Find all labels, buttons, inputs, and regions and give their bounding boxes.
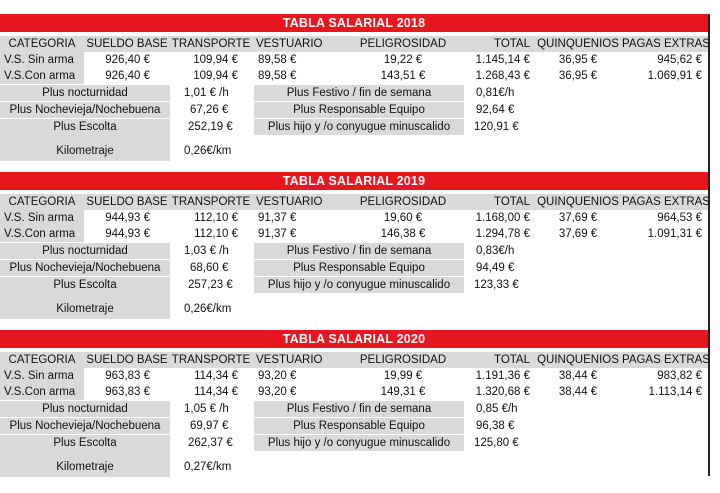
salary-sheet	[0, 14, 710, 476]
table-title: TABLA SALARIAL 2019	[0, 172, 708, 190]
row-pagas: 945,62 €	[657, 54, 702, 66]
table-row	[0, 210, 708, 226]
row-transporte: 109,94 €	[193, 54, 238, 66]
row-vestuario: 89,58 €	[258, 54, 297, 66]
plus-nocturnidad-value: 1,01 € /h	[184, 87, 229, 99]
plus-festivo-label: Plus Festivo / fin de semana	[254, 243, 464, 259]
plus-festivo-value: 0,85 €/h	[476, 403, 518, 415]
plus-row	[0, 301, 708, 317]
row-categoria: V.S. Sin arma	[0, 210, 84, 226]
row-vestuario: 93,20 €	[258, 386, 297, 398]
plus-escolta-value: 257,23 €	[188, 279, 233, 291]
kilometraje-label: Kilometraje	[56, 461, 114, 473]
plus-hijo-value: 123,33 €	[474, 279, 519, 291]
plus-responsable-value: 96,38 €	[476, 420, 515, 432]
row-total: 1.294,78 €	[475, 228, 530, 240]
row-pagas: 1.069,91 €	[647, 70, 702, 82]
plus-row	[0, 459, 708, 475]
header-sueldo-base: SUELDO BASE	[84, 36, 170, 52]
table-row	[0, 368, 708, 384]
row-quinquenios: 36,95 €	[558, 70, 598, 82]
row-peligrosidad: 143,51 €	[380, 70, 426, 82]
header-transporte: TRANSPORTE	[171, 38, 251, 50]
plus-row	[0, 435, 708, 451]
plus-responsable-value: 94,49 €	[476, 262, 515, 274]
plus-hijo-label: Plus hijo y /o conyugue minuscalido	[254, 119, 464, 135]
plus-escolta-label: Plus Escolta	[0, 119, 170, 135]
plus-nocturnidad-value: 1,05 € /h	[184, 403, 229, 415]
table-row	[0, 52, 708, 68]
row-quinquenios: 37,69 €	[558, 228, 598, 240]
row-peligrosidad: 19,99 €	[383, 370, 423, 382]
row-vestuario: 91,37 €	[258, 228, 297, 240]
header-row	[0, 194, 708, 210]
row-peligrosidad: 146,38 €	[380, 228, 426, 240]
row-pagas: 1.091,31 €	[647, 228, 702, 240]
plus-festivo-label: Plus Festivo / fin de semana	[254, 85, 464, 101]
plus-escolta-label: Plus Escolta	[0, 435, 170, 451]
row-sueldo: 944,93 €	[105, 228, 150, 240]
row-sueldo: 926,40 €	[105, 70, 150, 82]
row-sueldo: 926,40 €	[105, 54, 150, 66]
row-categoria: V.S. Sin arma	[0, 52, 84, 68]
row-peligrosidad: 19,22 €	[383, 54, 423, 66]
plus-nochevieja-value: 69,97 €	[190, 420, 229, 432]
row-categoria: V.S. Sin arma	[0, 368, 84, 384]
header-transporte: TRANSPORTE	[171, 354, 251, 366]
row-quinquenios: 37,69 €	[558, 212, 598, 224]
plus-nocturnidad-label: Plus nocturnidad	[0, 85, 170, 101]
plus-hijo-value: 125,80 €	[474, 437, 519, 449]
row-sueldo: 944,93 €	[105, 212, 150, 224]
row-total: 1.320,68 €	[475, 386, 530, 398]
header-transporte: TRANSPORTE	[171, 196, 251, 208]
kilometraje-value: 0,27€/km	[184, 461, 232, 473]
row-sueldo: 963,83 €	[105, 370, 150, 382]
table-title: TABLA SALARIAL 2020	[0, 330, 708, 348]
row-categoria: V.S.Con arma	[0, 226, 84, 242]
table-row	[0, 384, 708, 400]
header-peligrosidad: PELIGROSIDAD	[342, 36, 464, 52]
plus-responsable-label: Plus Responsable Equipo	[254, 260, 464, 276]
row-transporte: 114,34 €	[194, 386, 238, 398]
header-quinquenios: QUINQUENIOS	[534, 36, 622, 52]
plus-row	[0, 401, 708, 417]
salary-table-2020	[0, 330, 708, 484]
header-vestuario: VESTUARIO	[252, 36, 342, 52]
plus-row	[0, 119, 708, 135]
plus-escolta-value: 252,19 €	[188, 121, 233, 133]
kilometraje-label: Kilometraje	[56, 303, 114, 315]
kilometraje-value: 0,26€/km	[184, 303, 232, 315]
table-row	[0, 226, 708, 242]
table-title: TABLA SALARIAL 2018	[0, 14, 708, 32]
row-pagas: 964,53 €	[657, 212, 702, 224]
row-quinquenios: 36,95 €	[558, 54, 598, 66]
plus-hijo-label: Plus hijo y /o conyugue minuscalido	[254, 277, 464, 293]
plus-responsable-label: Plus Responsable Equipo	[254, 102, 464, 118]
header-sueldo-base: SUELDO BASE	[84, 352, 170, 368]
header-pagas-extras: PAGAS EXTRAS	[622, 38, 710, 50]
plus-festivo-label: Plus Festivo / fin de semana	[254, 401, 464, 417]
row-categoria: V.S.Con arma	[0, 68, 84, 84]
header-total: TOTAL	[464, 352, 534, 368]
plus-nocturnidad-value: 1,03 € /h	[184, 245, 229, 257]
row-transporte: 114,34 €	[194, 370, 238, 382]
header-categoria: CATEGORIA	[0, 36, 84, 52]
header-vestuario: VESTUARIO	[252, 194, 342, 210]
header-categoria: CATEGORIA	[0, 352, 84, 368]
header-total: TOTAL	[464, 36, 534, 52]
header-pagas-extras: PAGAS EXTRAS	[622, 196, 710, 208]
row-vestuario: 89,58 €	[258, 70, 297, 82]
header-quinquenios: QUINQUENIOS	[534, 194, 622, 210]
plus-festivo-value: 0,83€/h	[476, 245, 515, 257]
row-vestuario: 91,37 €	[258, 212, 297, 224]
row-transporte: 112,10 €	[194, 212, 238, 224]
plus-responsable-label: Plus Responsable Equipo	[254, 418, 464, 434]
plus-row	[0, 85, 708, 101]
row-sueldo: 963,83 €	[105, 386, 150, 398]
header-categoria: CATEGORIA	[0, 194, 84, 210]
row-quinquenios: 38,44 €	[558, 386, 598, 398]
plus-row	[0, 277, 708, 293]
row-transporte: 112,10 €	[194, 228, 238, 240]
plus-hijo-label: Plus hijo y /o conyugue minuscalido	[254, 435, 464, 451]
row-vestuario: 93,20 €	[258, 370, 297, 382]
row-transporte: 109,94 €	[193, 70, 238, 82]
row-total: 1.168,00 €	[475, 212, 530, 224]
salary-table-2019	[0, 172, 708, 326]
row-peligrosidad: 19,60 €	[383, 212, 423, 224]
row-pagas: 1.113,14 €	[648, 386, 702, 398]
plus-responsable-value: 92,64 €	[476, 104, 515, 116]
plus-nochevieja-value: 67,26 €	[190, 104, 229, 116]
header-row	[0, 352, 708, 368]
salary-table-2018	[0, 14, 708, 168]
header-sueldo-base: SUELDO BASE	[84, 194, 170, 210]
row-pagas: 983,82 €	[657, 370, 702, 382]
plus-row	[0, 418, 708, 434]
header-quinquenios: QUINQUENIOS	[534, 352, 622, 368]
plus-row	[0, 143, 708, 159]
plus-escolta-label: Plus Escolta	[0, 277, 170, 293]
header-row	[0, 36, 708, 52]
plus-nochevieja-label: Plus Nochevieja/Nochebuena	[0, 102, 170, 118]
plus-escolta-value: 262,37 €	[188, 437, 233, 449]
plus-hijo-value: 120,91 €	[474, 121, 519, 133]
row-total: 1.268,43 €	[475, 70, 530, 82]
plus-row	[0, 243, 708, 259]
plus-nochevieja-value: 68,60 €	[190, 262, 229, 274]
plus-nocturnidad-label: Plus nocturnidad	[0, 243, 170, 259]
header-vestuario: VESTUARIO	[252, 352, 342, 368]
plus-nochevieja-label: Plus Nochevieja/Nochebuena	[0, 260, 170, 276]
row-total: 1.145,14 €	[475, 54, 530, 66]
row-peligrosidad: 149,31 €	[380, 386, 426, 398]
header-total: TOTAL	[464, 194, 534, 210]
row-total: 1.191,36 €	[475, 370, 530, 382]
plus-nochevieja-label: Plus Nochevieja/Nochebuena	[0, 418, 170, 434]
kilometraje-label: Kilometraje	[56, 145, 114, 157]
table-row	[0, 68, 708, 84]
plus-nocturnidad-label: Plus nocturnidad	[0, 401, 170, 417]
plus-row	[0, 102, 708, 118]
header-pagas-extras: PAGAS EXTRAS	[622, 354, 710, 366]
plus-festivo-value: 0,81€/h	[476, 87, 515, 99]
header-peligrosidad: PELIGROSIDAD	[342, 352, 464, 368]
plus-row	[0, 260, 708, 276]
row-quinquenios: 38,44 €	[558, 370, 598, 382]
header-peligrosidad: PELIGROSIDAD	[342, 194, 464, 210]
kilometraje-value: 0,26€/km	[184, 145, 232, 157]
row-categoria: V.S.Con arma	[0, 384, 84, 400]
